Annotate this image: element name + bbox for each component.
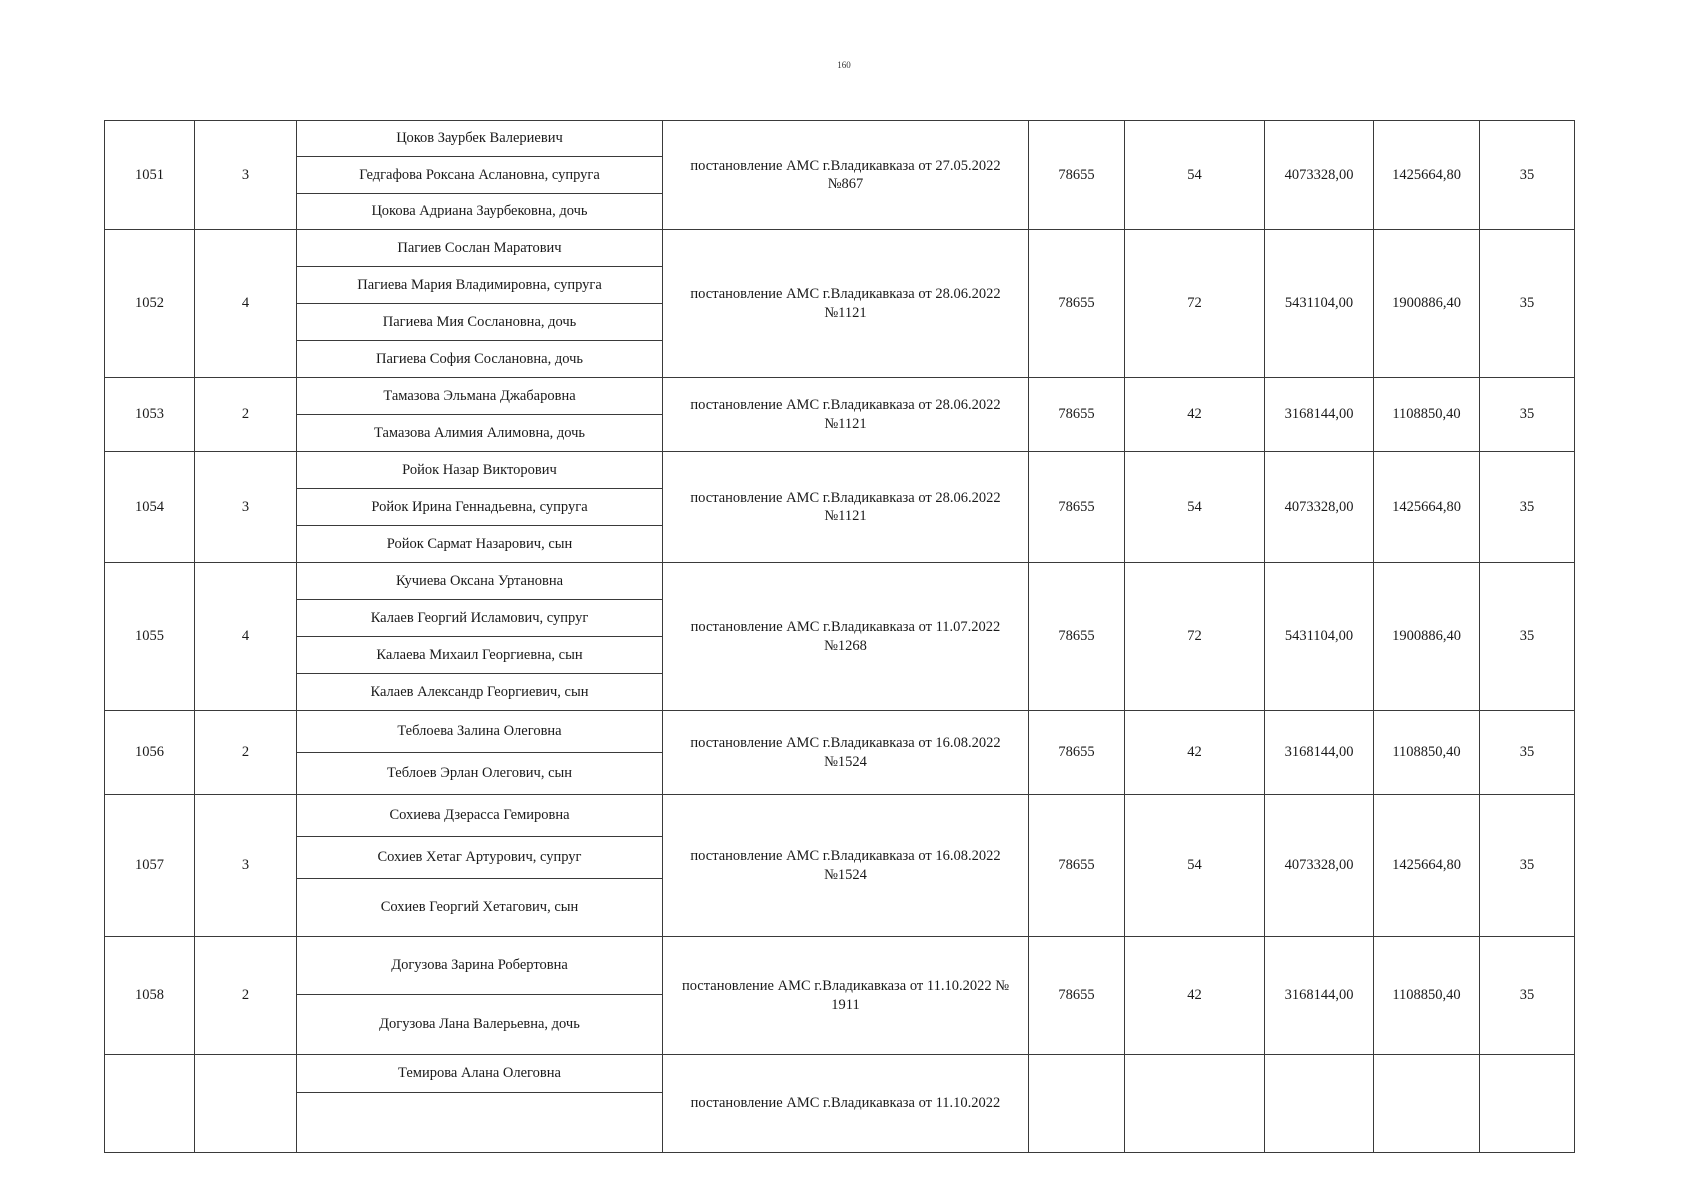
family-size-cell: 2 xyxy=(195,937,297,1055)
table-container xyxy=(104,120,1574,1112)
table-row xyxy=(105,1055,1575,1093)
family-member-cell: Пагиева София Сослановна, дочь xyxy=(297,341,663,378)
family-member-cell: Пагиев Сослан Маратович xyxy=(297,230,663,267)
family-member-cell: Цоков Заурбек Валериевич xyxy=(297,121,663,157)
subsidy-amount-cell: 1425664,80 xyxy=(1374,121,1480,230)
family-member-cell: Теблоев Эрлан Олегович, сын xyxy=(297,753,663,795)
percent-cell: 35 xyxy=(1480,937,1575,1055)
family-member-cell: Сохиев Георгий Хетагович, сын xyxy=(297,879,663,937)
percent-cell: 35 xyxy=(1480,378,1575,452)
family-member-cell: Тамазова Эльмана Джабаровна xyxy=(297,378,663,415)
record-number-cell: 1054 xyxy=(105,452,195,563)
decree-cell: постановление АМС г.Владикавказа от 27.05.2022 №867 xyxy=(663,121,1029,230)
total-amount-cell: 3168144,00 xyxy=(1265,711,1374,795)
family-member-cell: Пагиева Мия Сослановна, дочь xyxy=(297,304,663,341)
value-cell-1: 78655 xyxy=(1029,378,1125,452)
family-size-cell: 3 xyxy=(195,795,297,937)
value-cell-1: 78655 xyxy=(1029,121,1125,230)
table-row xyxy=(105,563,1575,600)
total-amount-cell: 3168144,00 xyxy=(1265,937,1374,1055)
percent-cell: 35 xyxy=(1480,711,1575,795)
percent-cell xyxy=(1480,1055,1575,1153)
record-number-cell: 1055 xyxy=(105,563,195,711)
table-row xyxy=(105,711,1575,753)
total-amount-cell: 4073328,00 xyxy=(1265,452,1374,563)
subsidy-amount-cell: 1108850,40 xyxy=(1374,711,1480,795)
total-amount-cell: 3168144,00 xyxy=(1265,378,1374,452)
family-member-cell: Калаев Александр Георгиевич, сын xyxy=(297,674,663,711)
family-member-cell: Ройок Назар Викторович xyxy=(297,452,663,489)
family-size-cell: 4 xyxy=(195,230,297,378)
family-member-cell: Догузова Лана Валерьевна, дочь xyxy=(297,995,663,1055)
record-number-cell: 1052 xyxy=(105,230,195,378)
family-member-cell: Калаева Михаил Георгиевна, сын xyxy=(297,637,663,674)
value-cell-1: 78655 xyxy=(1029,452,1125,563)
family-member-cell: Сохиева Дзерасса Гемировна xyxy=(297,795,663,837)
area-cell: 54 xyxy=(1125,795,1265,937)
area-cell xyxy=(1125,1055,1265,1153)
family-member-cell: Цокова Адриана Заурбековна, дочь xyxy=(297,194,663,230)
family-member-cell: Калаев Георгий Исламович, супруг xyxy=(297,600,663,637)
family-member-cell: Теблоева Залина Олеговна xyxy=(297,711,663,753)
value-cell-1: 78655 xyxy=(1029,230,1125,378)
subsidy-amount-cell: 1108850,40 xyxy=(1374,378,1480,452)
registry-table xyxy=(104,120,1575,1153)
area-cell: 42 xyxy=(1125,711,1265,795)
family-member-cell: Ройок Ирина Геннадьевна, супруга xyxy=(297,489,663,526)
family-member-cell xyxy=(297,1093,663,1153)
total-amount-cell xyxy=(1265,1055,1374,1153)
table-row xyxy=(105,452,1575,489)
percent-cell: 35 xyxy=(1480,563,1575,711)
table-row xyxy=(105,937,1575,995)
record-number-cell: 1051 xyxy=(105,121,195,230)
family-member-cell: Догузова Зарина Робертовна xyxy=(297,937,663,995)
table-row xyxy=(105,378,1575,415)
area-cell: 42 xyxy=(1125,378,1265,452)
total-amount-cell: 4073328,00 xyxy=(1265,795,1374,937)
page-number: 160 xyxy=(837,60,851,70)
table-row xyxy=(105,795,1575,837)
value-cell-1: 78655 xyxy=(1029,937,1125,1055)
subsidy-amount-cell: 1425664,80 xyxy=(1374,795,1480,937)
subsidy-amount-cell: 1900886,40 xyxy=(1374,230,1480,378)
family-member-cell: Тамазова Алимия Алимовна, дочь xyxy=(297,415,663,452)
family-size-cell xyxy=(195,1055,297,1153)
family-member-cell: Ройок Сармат Назарович, сын xyxy=(297,526,663,563)
area-cell: 54 xyxy=(1125,452,1265,563)
subsidy-amount-cell xyxy=(1374,1055,1480,1153)
value-cell-1: 78655 xyxy=(1029,711,1125,795)
total-amount-cell: 5431104,00 xyxy=(1265,230,1374,378)
total-amount-cell: 5431104,00 xyxy=(1265,563,1374,711)
subsidy-amount-cell: 1108850,40 xyxy=(1374,937,1480,1055)
value-cell-1: 78655 xyxy=(1029,795,1125,937)
family-member-cell: Пагиева Мария Владимировна, супруга xyxy=(297,267,663,304)
family-size-cell: 4 xyxy=(195,563,297,711)
family-size-cell: 2 xyxy=(195,711,297,795)
percent-cell: 35 xyxy=(1480,230,1575,378)
table-row xyxy=(105,230,1575,267)
table-body xyxy=(105,121,1575,1153)
subsidy-amount-cell: 1900886,40 xyxy=(1374,563,1480,711)
area-cell: 54 xyxy=(1125,121,1265,230)
percent-cell: 35 xyxy=(1480,795,1575,937)
area-cell: 72 xyxy=(1125,563,1265,711)
family-member-cell: Темирова Алана Олеговна xyxy=(297,1055,663,1093)
percent-cell: 35 xyxy=(1480,452,1575,563)
decree-cell: постановление АМС г.Владикавказа от 11.10.2022 xyxy=(663,1055,1029,1153)
family-size-cell: 3 xyxy=(195,121,297,230)
area-cell: 42 xyxy=(1125,937,1265,1055)
decree-cell: постановление АМС г.Владикавказа от 11.10.2022 № 1911 xyxy=(663,937,1029,1055)
decree-cell: постановление АМС г.Владикавказа от 28.06.2022 №1121 xyxy=(663,452,1029,563)
decree-cell: постановление АМС г.Владикавказа от 16.08.2022 №1524 xyxy=(663,711,1029,795)
record-number-cell: 1058 xyxy=(105,937,195,1055)
family-member-cell: Гедгафова Роксана Аслановна, супруга xyxy=(297,157,663,194)
total-amount-cell: 4073328,00 xyxy=(1265,121,1374,230)
family-size-cell: 3 xyxy=(195,452,297,563)
subsidy-amount-cell: 1425664,80 xyxy=(1374,452,1480,563)
value-cell-1 xyxy=(1029,1055,1125,1153)
percent-cell: 35 xyxy=(1480,121,1575,230)
record-number-cell: 1053 xyxy=(105,378,195,452)
record-number-cell xyxy=(105,1055,195,1153)
record-number-cell: 1056 xyxy=(105,711,195,795)
value-cell-1: 78655 xyxy=(1029,563,1125,711)
table-row xyxy=(105,121,1575,157)
area-cell: 72 xyxy=(1125,230,1265,378)
decree-cell: постановление АМС г.Владикавказа от 28.06.2022 №1121 xyxy=(663,230,1029,378)
record-number-cell: 1057 xyxy=(105,795,195,937)
family-size-cell: 2 xyxy=(195,378,297,452)
family-member-cell: Сохиев Хетаг Артурович, супруг xyxy=(297,837,663,879)
decree-cell: постановление АМС г.Владикавказа от 28.06.2022 №1121 xyxy=(663,378,1029,452)
family-member-cell: Кучиева Оксана Уртановна xyxy=(297,563,663,600)
decree-cell: постановление АМС г.Владикавказа от 11.07.2022 №1268 xyxy=(663,563,1029,711)
decree-cell: постановление АМС г.Владикавказа от 16.08.2022 №1524 xyxy=(663,795,1029,937)
